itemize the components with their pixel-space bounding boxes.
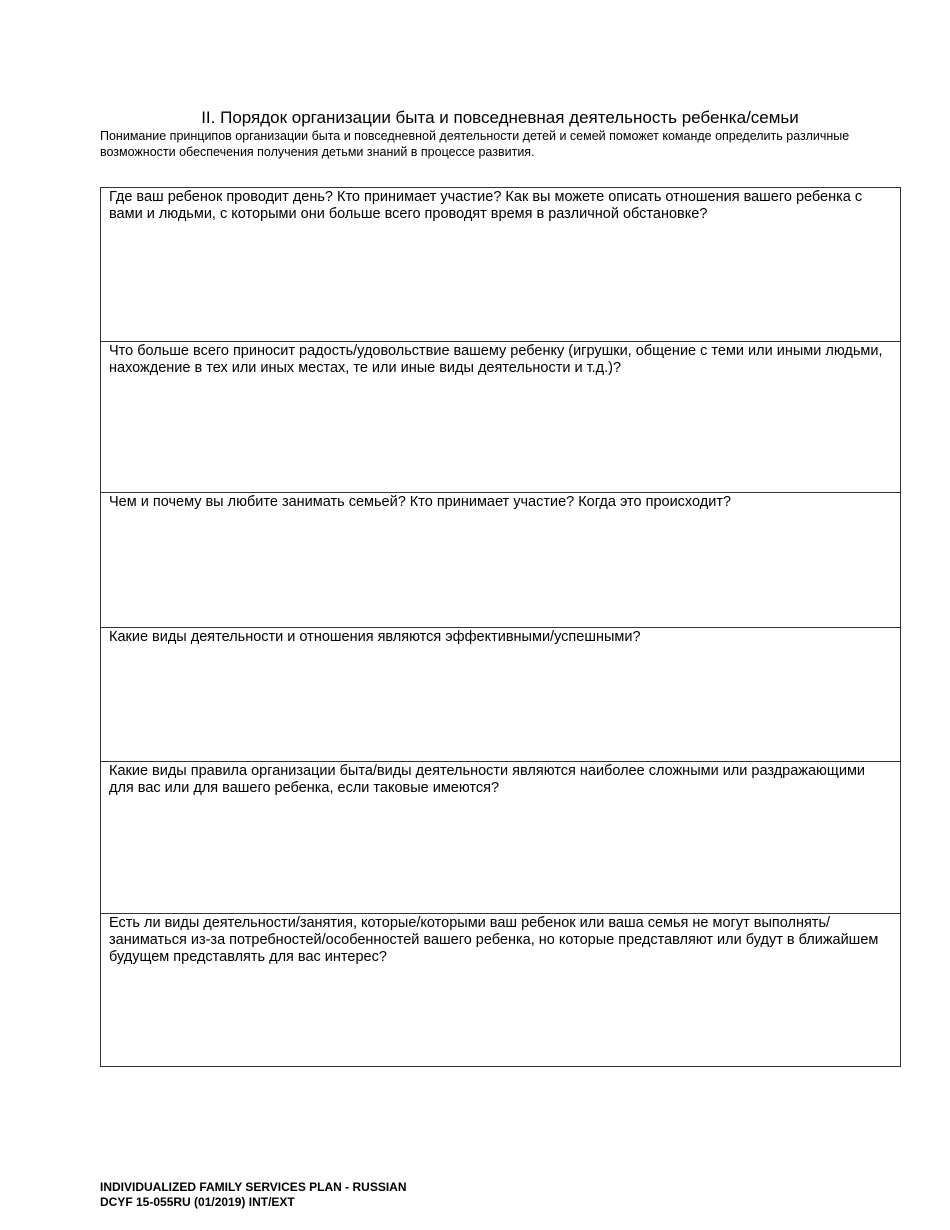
question-label: Есть ли виды деятельности/занятия, которые/которыми ваш ребенок или ваша семья не могут выполнять/заниматься из-за потребностей/особенностей вашего ребенка, но которые представляют или будут в ближайшем будущем представлять для вас интерес? — [109, 915, 879, 965]
question-label: Чем и почему вы любите занимать семьей? Кто принимает участие? Когда это происходит? — [109, 494, 732, 510]
page-title: II. Порядок организации быта и повседневная деятельность ребенка/семьи — [201, 108, 799, 127]
answer-box-difficult-routines[interactable] — [101, 762, 900, 914]
form-number: DCYF 15-055RU (01/2019) INT/EXT — [100, 1195, 295, 1209]
question-label: Что больше всего приносит радость/удовольствие вашему ребенку (игрушки, общение с теми или иными людьми, нахождение в тех или иных местах, те или иные виды деятельности и т.д.)? — [109, 343, 883, 376]
form-name: INDIVIDUALIZED FAMILY SERVICES PLAN - RUSSIAN — [100, 1180, 407, 1194]
question-label: Какие виды деятельности и отношения являются эффективными/успешными? — [109, 629, 641, 645]
answer-box-daily-routine[interactable] — [101, 188, 900, 342]
answer-box-family-activities[interactable] — [101, 493, 900, 628]
section-intro: Понимание принципов организации быта и повседневной деятельности детей и семей поможет команде определить различные возможности обеспечения получения детьми знаний в процессе развития. — [100, 129, 850, 159]
answer-box-successful-activities[interactable] — [101, 628, 900, 762]
routines-form — [100, 187, 901, 1067]
question-label: Где ваш ребенок проводит день? Кто принимает участие? Как вы можете описать отношения вашего ребенка с вами и людьми, с которыми они больше всего проводят время в различной обстановке? — [109, 189, 863, 222]
form-footer — [100, 1180, 407, 1210]
question-label: Какие виды правила организации быта/виды деятельности являются наиболее сложными или раздражающими для вас или для вашего ребенка, если таковые имеются? — [109, 763, 866, 796]
answer-box-future-interests[interactable] — [101, 914, 900, 1066]
answer-box-child-enjoyment[interactable] — [101, 342, 900, 493]
